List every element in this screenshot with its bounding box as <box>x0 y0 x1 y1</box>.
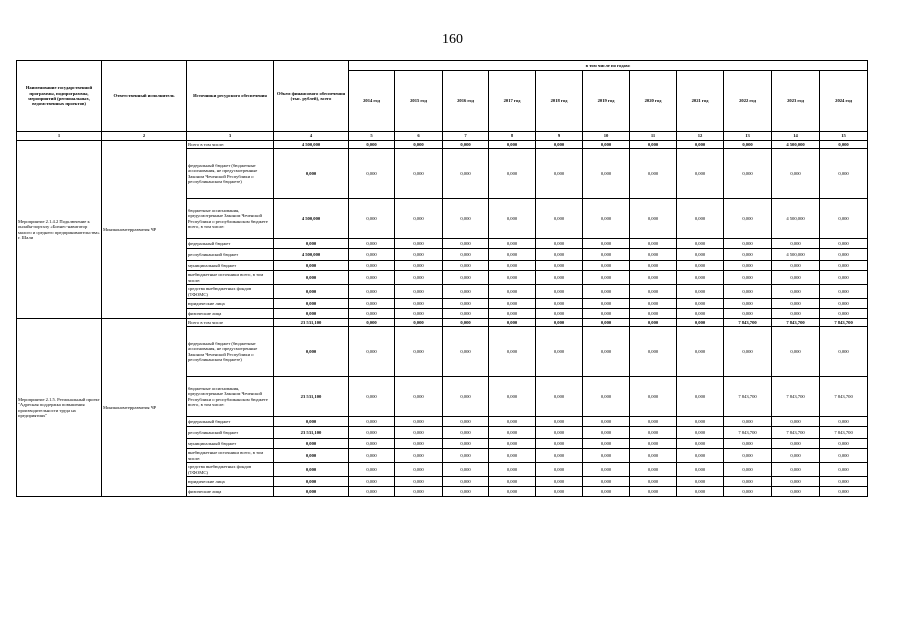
activity-name: Мероприятие 2.1.4.2 Подключение к онлайн-порталу «Бизнес-навигатор малого и среднего предпринимательства» г. Шали <box>17 141 102 319</box>
total-amount: 0,000 <box>274 449 349 463</box>
year-amount: 0,000 <box>443 439 489 449</box>
year-amount: 0,000 <box>630 261 677 271</box>
year-amount: 0,000 <box>443 261 489 271</box>
year-amount: 0,000 <box>820 299 868 309</box>
funding-source: юридические лица <box>187 477 274 487</box>
year-amount: 0,000 <box>489 261 536 271</box>
year-amount: 0,000 <box>677 149 724 199</box>
total-amount: 23 531,100 <box>274 427 349 439</box>
total-amount: 0,000 <box>274 439 349 449</box>
year-amount: 0,000 <box>820 199 868 239</box>
year-amount: 0,000 <box>349 417 395 427</box>
year-amount: 0,000 <box>395 149 443 199</box>
year-amount: 0,000 <box>536 377 583 417</box>
year-amount: 0,000 <box>349 199 395 239</box>
year-amount: 0,000 <box>536 449 583 463</box>
year-amount: 0,000 <box>489 319 536 327</box>
year-amount: 0,000 <box>349 327 395 377</box>
column-number: 3 <box>187 132 274 141</box>
year-amount: 0,000 <box>583 249 630 261</box>
year-amount: 0,000 <box>724 487 772 497</box>
year-amount: 0,000 <box>583 285 630 299</box>
year-amount: 0,000 <box>772 449 820 463</box>
total-amount: 0,000 <box>274 309 349 319</box>
funding-source: средства внебюджетных фондов (ТФОМС) <box>187 463 274 477</box>
header-year: 2017 год <box>489 71 536 132</box>
funding-source: федеральный бюджет (бюджетные ассигнования, не предусмотренные Законом Чеченской Республики о республиканском бюджете) <box>187 327 274 377</box>
year-amount: 0,000 <box>443 299 489 309</box>
year-amount: 0,000 <box>583 309 630 319</box>
year-amount: 0,000 <box>820 417 868 427</box>
year-amount: 0,000 <box>489 477 536 487</box>
year-amount: 4 500,000 <box>772 199 820 239</box>
year-amount: 0,000 <box>677 417 724 427</box>
column-number: 8 <box>489 132 536 141</box>
funding-source: внебюджетные источники всего, в том числе: <box>187 449 274 463</box>
year-amount: 0,000 <box>820 261 868 271</box>
year-amount: 0,000 <box>820 327 868 377</box>
year-amount: 0,000 <box>536 319 583 327</box>
year-amount: 0,000 <box>349 141 395 149</box>
total-amount: 0,000 <box>274 477 349 487</box>
year-amount: 0,000 <box>677 309 724 319</box>
year-amount: 0,000 <box>395 299 443 309</box>
year-amount: 0,000 <box>724 149 772 199</box>
year-amount: 0,000 <box>349 239 395 249</box>
year-amount: 0,000 <box>724 249 772 261</box>
funding-source: физические лица <box>187 487 274 497</box>
funding-source: бюджетные ассигнования, предусмотренные Законом Чеченской Республики о республиканском бюджете всего, в том числе: <box>187 377 274 417</box>
header-year: 2024 год <box>820 71 868 132</box>
year-amount: 0,000 <box>724 285 772 299</box>
year-amount: 7 843,700 <box>724 319 772 327</box>
year-amount: 0,000 <box>677 463 724 477</box>
total-amount: 0,000 <box>274 239 349 249</box>
year-amount: 0,000 <box>583 427 630 439</box>
year-amount: 0,000 <box>443 487 489 497</box>
year-amount: 0,000 <box>349 477 395 487</box>
header-year: 2020 год <box>630 71 677 132</box>
year-amount: 0,000 <box>443 309 489 319</box>
year-amount: 0,000 <box>630 249 677 261</box>
year-amount: 0,000 <box>724 477 772 487</box>
year-amount: 0,000 <box>443 141 489 149</box>
responsible-executor: Минэкономтерразвития ЧР <box>102 141 187 319</box>
year-amount: 0,000 <box>489 299 536 309</box>
funding-source: Всего в том числе: <box>187 141 274 149</box>
year-amount: 0,000 <box>536 487 583 497</box>
year-amount: 0,000 <box>443 449 489 463</box>
year-amount: 0,000 <box>630 285 677 299</box>
year-amount: 0,000 <box>630 327 677 377</box>
year-amount: 0,000 <box>349 309 395 319</box>
total-amount: 23 531,100 <box>274 377 349 417</box>
year-amount: 0,000 <box>536 261 583 271</box>
year-amount: 0,000 <box>349 299 395 309</box>
year-amount: 0,000 <box>443 477 489 487</box>
year-amount: 0,000 <box>630 199 677 239</box>
total-amount: 0,000 <box>274 417 349 427</box>
year-amount: 0,000 <box>724 449 772 463</box>
year-amount: 0,000 <box>820 249 868 261</box>
total-amount: 0,000 <box>274 285 349 299</box>
year-amount: 0,000 <box>536 249 583 261</box>
year-amount: 0,000 <box>349 427 395 439</box>
year-amount: 0,000 <box>349 271 395 285</box>
year-amount: 0,000 <box>583 377 630 417</box>
year-amount: 0,000 <box>820 449 868 463</box>
year-amount: 0,000 <box>630 427 677 439</box>
year-amount: 0,000 <box>677 299 724 309</box>
year-amount: 0,000 <box>443 249 489 261</box>
year-amount: 0,000 <box>536 417 583 427</box>
column-number: 15 <box>820 132 868 141</box>
year-amount: 0,000 <box>536 199 583 239</box>
table-row <box>17 141 868 149</box>
year-amount: 0,000 <box>395 417 443 427</box>
year-amount: 0,000 <box>820 477 868 487</box>
year-amount: 0,000 <box>349 487 395 497</box>
funding-source: физические лица <box>187 309 274 319</box>
column-number: 7 <box>443 132 489 141</box>
year-amount: 0,000 <box>724 327 772 377</box>
financing-table <box>16 60 868 497</box>
year-amount: 0,000 <box>443 285 489 299</box>
year-amount: 0,000 <box>724 439 772 449</box>
year-amount: 0,000 <box>772 309 820 319</box>
year-amount: 0,000 <box>677 141 724 149</box>
year-amount: 0,000 <box>724 463 772 477</box>
year-amount: 0,000 <box>395 439 443 449</box>
year-amount: 0,000 <box>772 487 820 497</box>
total-amount: 4 500,000 <box>274 249 349 261</box>
year-amount: 0,000 <box>630 239 677 249</box>
year-amount: 0,000 <box>630 417 677 427</box>
year-amount: 0,000 <box>349 449 395 463</box>
year-amount: 0,000 <box>772 477 820 487</box>
year-amount: 0,000 <box>583 487 630 497</box>
year-amount: 0,000 <box>395 271 443 285</box>
year-amount: 0,000 <box>820 141 868 149</box>
year-amount: 0,000 <box>395 239 443 249</box>
year-amount: 0,000 <box>489 487 536 497</box>
year-amount: 0,000 <box>583 449 630 463</box>
year-amount: 0,000 <box>489 199 536 239</box>
year-amount: 0,000 <box>489 285 536 299</box>
column-number: 10 <box>583 132 630 141</box>
year-amount: 7 843,700 <box>820 427 868 439</box>
year-amount: 0,000 <box>677 427 724 439</box>
year-amount: 0,000 <box>583 141 630 149</box>
year-amount: 0,000 <box>677 327 724 377</box>
year-amount: 0,000 <box>677 271 724 285</box>
funding-source: юридические лица <box>187 299 274 309</box>
funding-source: внебюджетные источники всего, в том числе: <box>187 271 274 285</box>
year-amount: 0,000 <box>677 249 724 261</box>
header-total: Объем финансового обеспечения (тыс. рублей), всего <box>274 61 349 132</box>
year-amount: 0,000 <box>395 463 443 477</box>
year-amount: 0,000 <box>630 439 677 449</box>
year-amount: 0,000 <box>772 299 820 309</box>
column-number: 1 <box>17 132 102 141</box>
header-year: 2015 год <box>395 71 443 132</box>
header-years-group: в том числе по годам: <box>349 61 868 71</box>
header-year: 2014 год <box>349 71 395 132</box>
year-amount: 0,000 <box>536 477 583 487</box>
total-amount: 0,000 <box>274 271 349 285</box>
year-amount: 0,000 <box>583 477 630 487</box>
year-amount: 7 843,700 <box>724 377 772 417</box>
year-amount: 0,000 <box>677 487 724 497</box>
year-amount: 7 843,700 <box>724 427 772 439</box>
year-amount: 0,000 <box>489 463 536 477</box>
year-amount: 0,000 <box>772 239 820 249</box>
year-amount: 0,000 <box>536 285 583 299</box>
year-amount: 7 843,700 <box>772 377 820 417</box>
column-number: 13 <box>724 132 772 141</box>
column-number: 9 <box>536 132 583 141</box>
year-amount: 0,000 <box>349 439 395 449</box>
total-amount: 0,000 <box>274 327 349 377</box>
year-amount: 0,000 <box>395 285 443 299</box>
year-amount: 0,000 <box>536 149 583 199</box>
year-amount: 0,000 <box>536 463 583 477</box>
year-amount: 0,000 <box>630 309 677 319</box>
year-amount: 0,000 <box>395 477 443 487</box>
year-amount: 0,000 <box>536 309 583 319</box>
year-amount: 0,000 <box>395 449 443 463</box>
year-amount: 0,000 <box>583 439 630 449</box>
year-amount: 0,000 <box>489 417 536 427</box>
year-amount: 0,000 <box>724 141 772 149</box>
year-amount: 0,000 <box>583 261 630 271</box>
year-amount: 0,000 <box>489 427 536 439</box>
year-amount: 0,000 <box>489 141 536 149</box>
year-amount: 0,000 <box>677 477 724 487</box>
year-amount: 0,000 <box>536 327 583 377</box>
year-amount: 0,000 <box>820 271 868 285</box>
year-amount: 0,000 <box>724 309 772 319</box>
funding-source: бюджетные ассигнования, предусмотренные Законом Чеченской Республики о республиканском бюджете всего, в том числе: <box>187 199 274 239</box>
year-amount: 0,000 <box>395 199 443 239</box>
year-amount: 0,000 <box>724 417 772 427</box>
total-amount: 0,000 <box>274 261 349 271</box>
year-amount: 0,000 <box>489 327 536 377</box>
year-amount: 0,000 <box>489 271 536 285</box>
year-amount: 0,000 <box>395 427 443 439</box>
year-amount: 0,000 <box>820 149 868 199</box>
year-amount: 0,000 <box>536 141 583 149</box>
header-year: 2021 год <box>677 71 724 132</box>
year-amount: 0,000 <box>772 327 820 377</box>
column-number: 6 <box>395 132 443 141</box>
table-row <box>17 319 868 327</box>
funding-source: федеральный бюджет <box>187 239 274 249</box>
column-number: 12 <box>677 132 724 141</box>
year-amount: 0,000 <box>772 261 820 271</box>
year-amount: 0,000 <box>443 327 489 377</box>
responsible-executor: Минэкономтерразвития ЧР <box>102 319 187 497</box>
funding-source: муниципальный бюджет <box>187 439 274 449</box>
year-amount: 0,000 <box>443 149 489 199</box>
year-amount: 0,000 <box>395 377 443 417</box>
year-amount: 0,000 <box>583 271 630 285</box>
year-amount: 0,000 <box>772 271 820 285</box>
year-amount: 0,000 <box>349 261 395 271</box>
year-amount: 0,000 <box>583 463 630 477</box>
year-amount: 0,000 <box>583 417 630 427</box>
year-amount: 7 843,700 <box>820 377 868 417</box>
year-amount: 7 843,700 <box>820 319 868 327</box>
year-amount: 0,000 <box>630 463 677 477</box>
year-amount: 0,000 <box>677 449 724 463</box>
year-amount: 0,000 <box>349 285 395 299</box>
year-amount: 0,000 <box>443 199 489 239</box>
year-amount: 7 843,700 <box>772 427 820 439</box>
year-amount: 0,000 <box>443 463 489 477</box>
column-number: 11 <box>630 132 677 141</box>
year-amount: 0,000 <box>820 487 868 497</box>
year-amount: 0,000 <box>443 427 489 439</box>
year-amount: 0,000 <box>536 299 583 309</box>
year-amount: 0,000 <box>443 417 489 427</box>
total-amount: 0,000 <box>274 149 349 199</box>
year-amount: 0,000 <box>489 439 536 449</box>
year-amount: 0,000 <box>443 239 489 249</box>
year-amount: 0,000 <box>489 449 536 463</box>
year-amount: 0,000 <box>489 149 536 199</box>
year-amount: 0,000 <box>536 271 583 285</box>
year-amount: 0,000 <box>395 327 443 377</box>
page-number: 160 <box>442 32 463 47</box>
year-amount: 0,000 <box>489 239 536 249</box>
total-amount: 0,000 <box>274 487 349 497</box>
year-amount: 0,000 <box>349 463 395 477</box>
year-amount: 0,000 <box>489 249 536 261</box>
year-amount: 0,000 <box>677 239 724 249</box>
year-amount: 0,000 <box>583 239 630 249</box>
total-amount: 23 531,100 <box>274 319 349 327</box>
year-amount: 0,000 <box>630 377 677 417</box>
header-program: Наименование государственной программы, подпрограммы, мероприятий (региональных, ведомственных проектов) <box>17 61 102 132</box>
column-number: 4 <box>274 132 349 141</box>
year-amount: 0,000 <box>536 427 583 439</box>
year-amount: 0,000 <box>677 319 724 327</box>
year-amount: 0,000 <box>349 377 395 417</box>
year-amount: 0,000 <box>536 439 583 449</box>
year-amount: 0,000 <box>772 439 820 449</box>
funding-source: республиканский бюджет <box>187 427 274 439</box>
year-amount: 0,000 <box>630 149 677 199</box>
column-number: 5 <box>349 132 395 141</box>
funding-source: федеральный бюджет <box>187 417 274 427</box>
year-amount: 0,000 <box>349 149 395 199</box>
year-amount: 0,000 <box>724 239 772 249</box>
year-amount: 0,000 <box>772 285 820 299</box>
funding-source: муниципальный бюджет <box>187 261 274 271</box>
column-number: 14 <box>772 132 820 141</box>
year-amount: 0,000 <box>630 299 677 309</box>
year-amount: 0,000 <box>583 199 630 239</box>
year-amount: 0,000 <box>395 487 443 497</box>
year-amount: 0,000 <box>820 285 868 299</box>
year-amount: 0,000 <box>820 239 868 249</box>
year-amount: 0,000 <box>395 261 443 271</box>
year-amount: 0,000 <box>820 463 868 477</box>
year-amount: 0,000 <box>443 271 489 285</box>
year-amount: 0,000 <box>630 449 677 463</box>
year-amount: 0,000 <box>724 261 772 271</box>
total-amount: 0,000 <box>274 299 349 309</box>
year-amount: 0,000 <box>489 309 536 319</box>
year-amount: 0,000 <box>349 249 395 261</box>
year-amount: 7 843,700 <box>772 319 820 327</box>
year-amount: 0,000 <box>395 141 443 149</box>
header-sources: Источники ресурсного обеспечения <box>187 61 274 132</box>
year-amount: 0,000 <box>724 271 772 285</box>
year-amount: 0,000 <box>583 149 630 199</box>
year-amount: 0,000 <box>677 199 724 239</box>
year-amount: 0,000 <box>395 249 443 261</box>
total-amount: 4 500,000 <box>274 141 349 149</box>
year-amount: 0,000 <box>489 377 536 417</box>
total-amount: 0,000 <box>274 463 349 477</box>
year-amount: 0,000 <box>724 299 772 309</box>
year-amount: 4 500,000 <box>772 141 820 149</box>
year-amount: 0,000 <box>395 309 443 319</box>
year-amount: 0,000 <box>583 319 630 327</box>
year-amount: 0,000 <box>820 439 868 449</box>
year-amount: 0,000 <box>677 261 724 271</box>
year-amount: 4 500,000 <box>772 249 820 261</box>
funding-source: федеральный бюджет (бюджетные ассигнования, не предусмотренные Законом Чеченской Республики о республиканском бюджете) <box>187 149 274 199</box>
header-year: 2016 год <box>443 71 489 132</box>
header-year: 2018 год <box>536 71 583 132</box>
funding-source: Всего в том числе <box>187 319 274 327</box>
year-amount: 0,000 <box>677 377 724 417</box>
funding-source: республиканский бюджет <box>187 249 274 261</box>
column-number: 2 <box>102 132 187 141</box>
year-amount: 0,000 <box>583 299 630 309</box>
year-amount: 0,000 <box>395 319 443 327</box>
year-amount: 0,000 <box>443 319 489 327</box>
year-amount: 0,000 <box>772 417 820 427</box>
year-amount: 0,000 <box>630 477 677 487</box>
year-amount: 0,000 <box>630 271 677 285</box>
activity-name: Мероприятие 2.1.5. Региональный проект "Адресная поддержка повышения производительности труда на предприятиях" <box>17 319 102 497</box>
year-amount: 0,000 <box>349 319 395 327</box>
year-amount: 0,000 <box>536 239 583 249</box>
year-amount: 0,000 <box>772 463 820 477</box>
year-amount: 0,000 <box>630 487 677 497</box>
year-amount: 0,000 <box>677 285 724 299</box>
header-year: 2023 год <box>772 71 820 132</box>
year-amount: 0,000 <box>583 327 630 377</box>
total-amount: 4 500,000 <box>274 199 349 239</box>
header-year: 2022 год <box>724 71 772 132</box>
funding-source: средства внебюджетных фондов (ТФОМС) <box>187 285 274 299</box>
header-executor: Ответственный исполнитель <box>102 61 187 132</box>
year-amount: 0,000 <box>772 149 820 199</box>
year-amount: 0,000 <box>677 439 724 449</box>
year-amount: 0,000 <box>724 199 772 239</box>
year-amount: 0,000 <box>443 377 489 417</box>
header-year: 2019 год <box>583 71 630 132</box>
year-amount: 0,000 <box>820 309 868 319</box>
year-amount: 0,000 <box>630 141 677 149</box>
year-amount: 0,000 <box>630 319 677 327</box>
